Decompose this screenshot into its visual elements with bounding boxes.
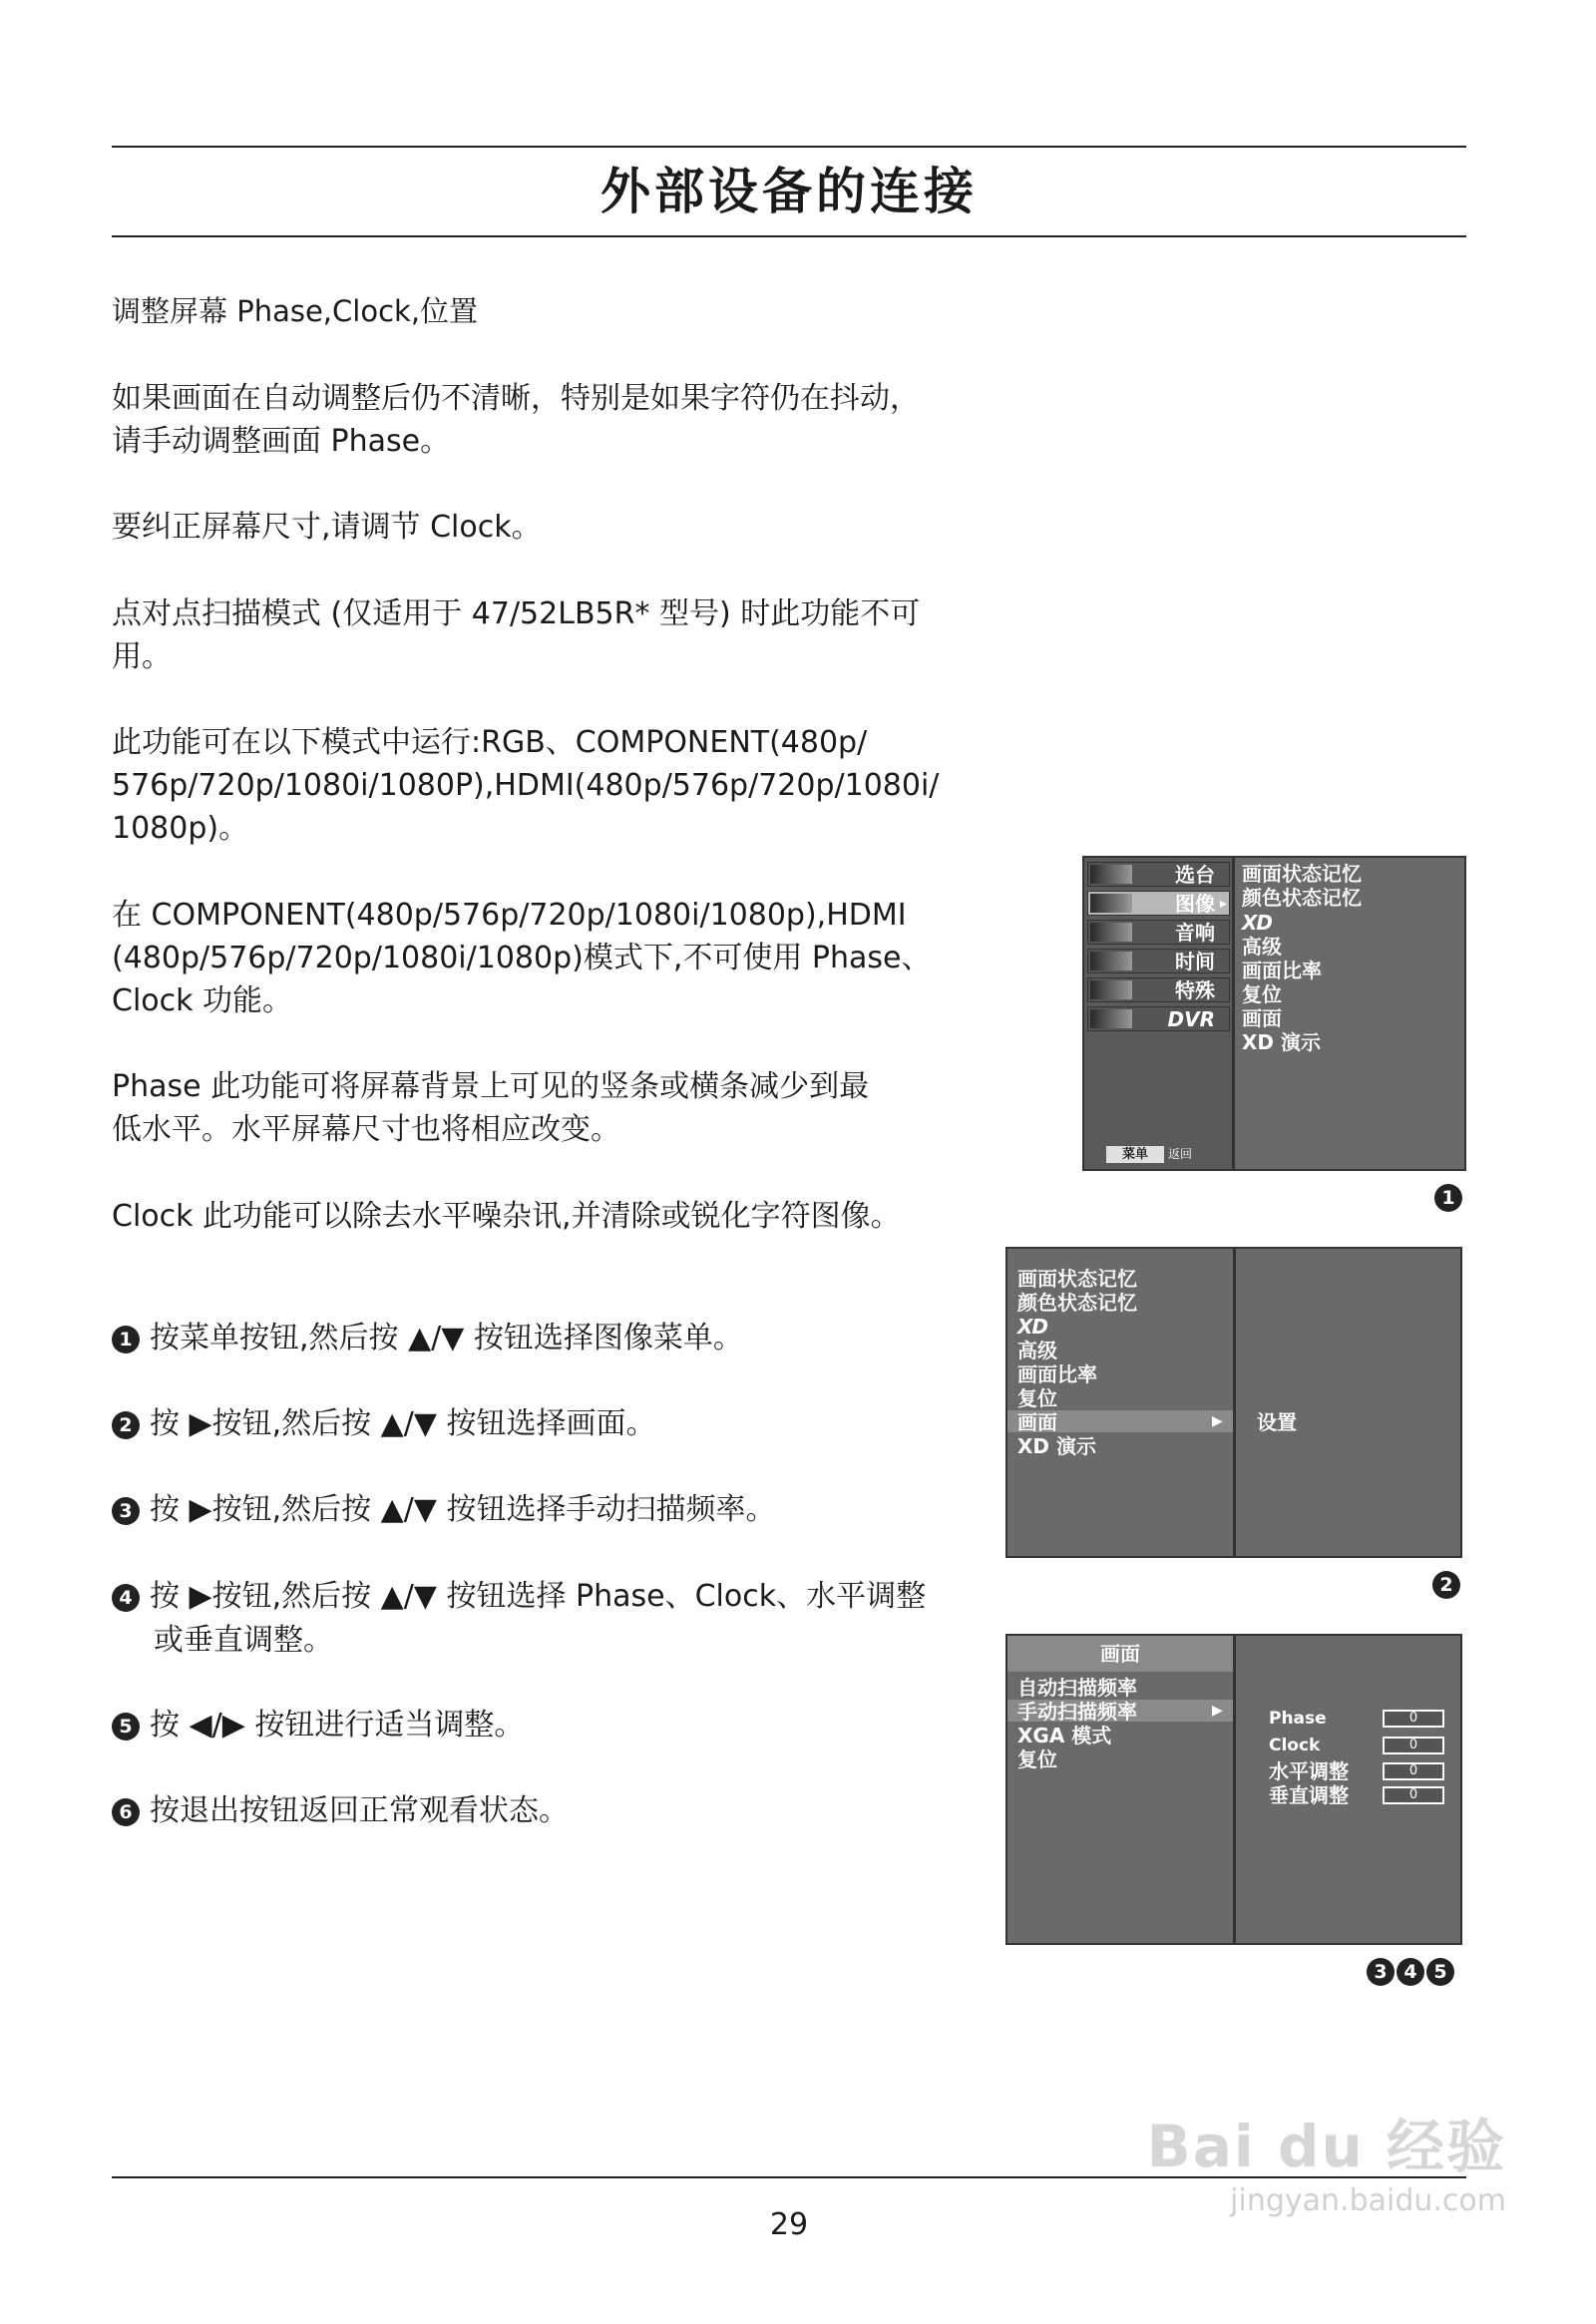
step-number: 3 — [112, 1497, 140, 1525]
osd-tab-audio[interactable]: 音响 — [1087, 920, 1230, 945]
osd-tab-dvr[interactable]: DVR — [1087, 1006, 1230, 1031]
caret-right-icon: ▶ — [1212, 1413, 1223, 1429]
osd-tab-picture[interactable]: 图像 ▸ — [1087, 891, 1230, 916]
section-subtitle: 调整屏幕 Phase,Clock,位置 — [112, 294, 479, 328]
menu-item[interactable]: 颜色状态记忆 — [1242, 886, 1362, 910]
return-hint: 返回 — [1168, 1147, 1193, 1161]
step-number: 2 — [112, 1411, 140, 1439]
menu-item[interactable]: 画面比率 — [1017, 1362, 1097, 1386]
step-text: 按 ▶按钮,然后按 ▲/▼ 按钮选择画面。 — [150, 1406, 656, 1441]
phase-description-cont: 低水平。水平屏幕尺寸也将相应改变。 — [112, 1112, 620, 1147]
osd-screen-3 — [1005, 1634, 1462, 1945]
menu-item[interactable]: 画面状态记忆 — [1017, 1267, 1137, 1291]
menu-item[interactable]: XD — [1242, 911, 1273, 935]
menu-item[interactable]: 自动扫描频率 — [1017, 1676, 1137, 1700]
figure-badge-1: 1 — [1434, 1184, 1472, 1212]
caret-right-icon: ▸ — [1219, 896, 1227, 912]
osd-tab-time[interactable]: 时间 — [1087, 949, 1230, 973]
paragraph-line: 576p/720p/1080i/1080P),HDMI(480p/576p/720p/1080i/ — [112, 768, 940, 803]
page-number: 29 — [769, 2207, 809, 2242]
top-rule — [112, 146, 1466, 148]
menu-item[interactable]: 高级 — [1242, 935, 1282, 959]
osd-tab-special[interactable]: 特殊 — [1087, 977, 1230, 1002]
clock-value[interactable]: 0 — [1383, 1737, 1444, 1754]
step-6 — [112, 1789, 960, 1833]
phase-value[interactable]: 0 — [1383, 1710, 1444, 1728]
clock-description: Clock 此功能可以除去水平噪杂讯,并清除或锐化字符图像。 — [112, 1199, 901, 1234]
paragraph-line: 此功能可在以下模式中运行:RGB、COMPONENT(480p/ — [112, 725, 868, 760]
step-5 — [112, 1704, 960, 1747]
paragraph-line: Clock 功能。 — [112, 983, 293, 1018]
title-underline — [112, 235, 1466, 237]
menu-item[interactable]: 画面 — [1242, 1006, 1282, 1030]
phase-description: Phase 此功能可将屏幕背景上可见的竖条或横条减少到最 — [112, 1069, 870, 1104]
settings-option[interactable]: 设置 — [1257, 1410, 1297, 1434]
step-text-cont: 或垂直调整。 — [154, 1623, 333, 1658]
menu-item[interactable]: 颜色状态记忆 — [1017, 1291, 1137, 1315]
paragraph-line: 点对点扫描模式 (仅适用于 47/52LB5R* 型号) 时此功能不可 — [112, 596, 921, 631]
phase-label: Phase — [1269, 1709, 1327, 1729]
watermark-url: jingyan.baidu.com — [1230, 2183, 1506, 2218]
menu-item[interactable]: XD — [1017, 1315, 1048, 1339]
step-2 — [112, 1402, 960, 1446]
paragraph-line: (480p/576p/720p/1080i/1080p)模式下,不可使用 Phase、 — [112, 941, 932, 975]
step-text: 按 ▶按钮,然后按 ▲/▼ 按钮选择 Phase、Clock、水平调整 — [150, 1579, 927, 1614]
osd-tab-channel[interactable]: 选台 — [1087, 862, 1230, 887]
paragraph-line: 如果画面在自动调整后仍不清晰，特别是如果字符仍在抖动， — [112, 381, 920, 416]
step-4 — [112, 1575, 960, 1663]
watermark — [1147, 2100, 1506, 2218]
step-number: 4 — [112, 1584, 140, 1612]
menu-item[interactable]: XD 演示 — [1242, 1030, 1321, 1054]
clock-label: Clock — [1269, 1736, 1321, 1755]
step-3 — [112, 1488, 960, 1532]
figure-badge-2: 2 — [1432, 1571, 1470, 1599]
menu-key-badge: 菜单 — [1106, 1146, 1164, 1163]
step-1 — [112, 1317, 960, 1360]
menu-item-selected[interactable]: 画面 — [1017, 1410, 1057, 1434]
caret-right-icon: ▶ — [1212, 1703, 1223, 1719]
menu-item[interactable]: XGA 模式 — [1017, 1724, 1112, 1747]
v-position-value[interactable]: 0 — [1383, 1786, 1444, 1804]
figure-badges-3-4-5: 3 4 5 — [1367, 1958, 1454, 1986]
menu-item[interactable]: 复位 — [1242, 982, 1282, 1006]
menu-item[interactable]: 复位 — [1017, 1747, 1057, 1771]
paragraph-line: 请手动调整画面 Phase。 — [112, 424, 451, 459]
menu-item[interactable]: XD 演示 — [1017, 1434, 1096, 1458]
menu-item-selected[interactable]: 手动扫描频率 — [1017, 1700, 1137, 1724]
v-position-label: 垂直调整 — [1269, 1783, 1349, 1807]
menu-item[interactable]: 复位 — [1017, 1386, 1057, 1410]
h-position-label: 水平调整 — [1269, 1759, 1349, 1783]
step-number: 5 — [112, 1713, 140, 1741]
step-text: 按 ◀/▶ 按钮进行适当调整。 — [150, 1708, 525, 1743]
step-text: 按退出按钮返回正常观看状态。 — [150, 1793, 569, 1828]
paragraph-line: 1080p)。 — [112, 811, 249, 846]
menu-item[interactable]: 画面状态记忆 — [1242, 862, 1362, 886]
osd-screen-1 — [1082, 856, 1466, 1171]
step-text: 按 ▶按钮,然后按 ▲/▼ 按钮选择手动扫描频率。 — [150, 1492, 776, 1527]
menu-header: 画面 — [1007, 1636, 1233, 1672]
step-number: 1 — [112, 1326, 140, 1354]
page-title: 外部设备的连接 — [600, 163, 978, 220]
menu-item[interactable]: 高级 — [1017, 1339, 1057, 1362]
osd-screen-2 — [1005, 1247, 1462, 1558]
menu-item[interactable]: 画面比率 — [1242, 959, 1322, 982]
paragraph-line: 要纠正屏幕尺寸,请调节 Clock。 — [112, 510, 542, 545]
paragraph-line: 用。 — [112, 639, 172, 674]
h-position-value[interactable]: 0 — [1383, 1762, 1444, 1780]
paragraph-line: 在 COMPONENT(480p/576p/720p/1080i/1080p),HDMI — [112, 898, 907, 933]
step-text: 按菜单按钮,然后按 ▲/▼ 按钮选择图像菜单。 — [150, 1321, 743, 1356]
step-number: 6 — [112, 1798, 140, 1826]
watermark-brand: Bai du 经验 — [1146, 2113, 1506, 2180]
